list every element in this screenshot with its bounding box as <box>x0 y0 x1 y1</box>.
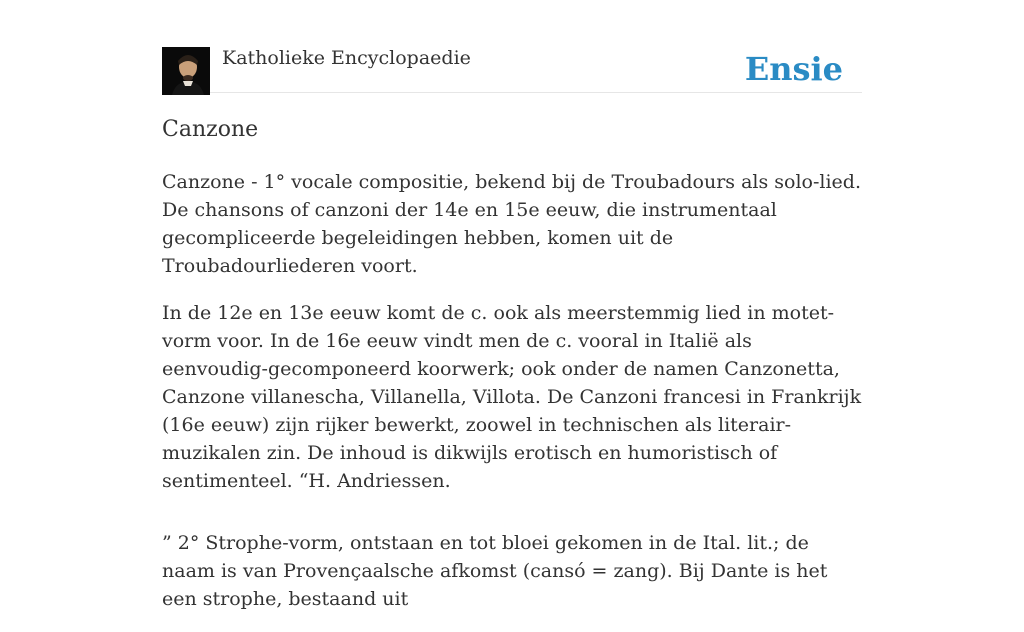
article-title: Canzone <box>162 117 259 142</box>
portrait-avatar-icon[interactable] <box>162 47 210 95</box>
header <box>162 0 862 93</box>
page-container <box>162 0 862 610</box>
source-title[interactable]: Katholieke Encyclopaedie <box>222 47 471 69</box>
article-paragraph: In de 12e en 13e eeuw komt de c. ook als meerstemmig lied in motet-vorm voor. In de 16e eeuw vindt men de c. vooral in Italië als eenvoudig-gecomponeerd koorwerk; ook onder de namen Canzonetta, Canzone villanescha, Villanella, Villota. De Canzoni francesi in Frankrijk (16e eeuw) zijn rijker bewerkt, zoowel in technischen als literair-muzikalen zin. De inhoud is dikwijls erotisch en humoristisch of sentimenteel. “H. Andriessen. <box>162 302 862 492</box>
article-paragraph: ” 2° Strophe-vorm, ontstaan en tot bloei gekomen in de Ital. lit.; de naam is van Provençaalsche afkomst (cansó = zang). Bij Dante is het een strophe, bestaand uit <box>162 532 828 610</box>
brand-logo[interactable]: Ensie <box>744 50 843 88</box>
article-body <box>162 168 862 632</box>
article-paragraph: Canzone - 1° vocale compositie, bekend bij de Troubadours als solo-lied. De chansons of canzoni der 14e en 15e eeuw, die instrumentaal gecompliceerde begeleidingen hebben, komen uit de Troubadourliederen voort. <box>162 171 861 277</box>
